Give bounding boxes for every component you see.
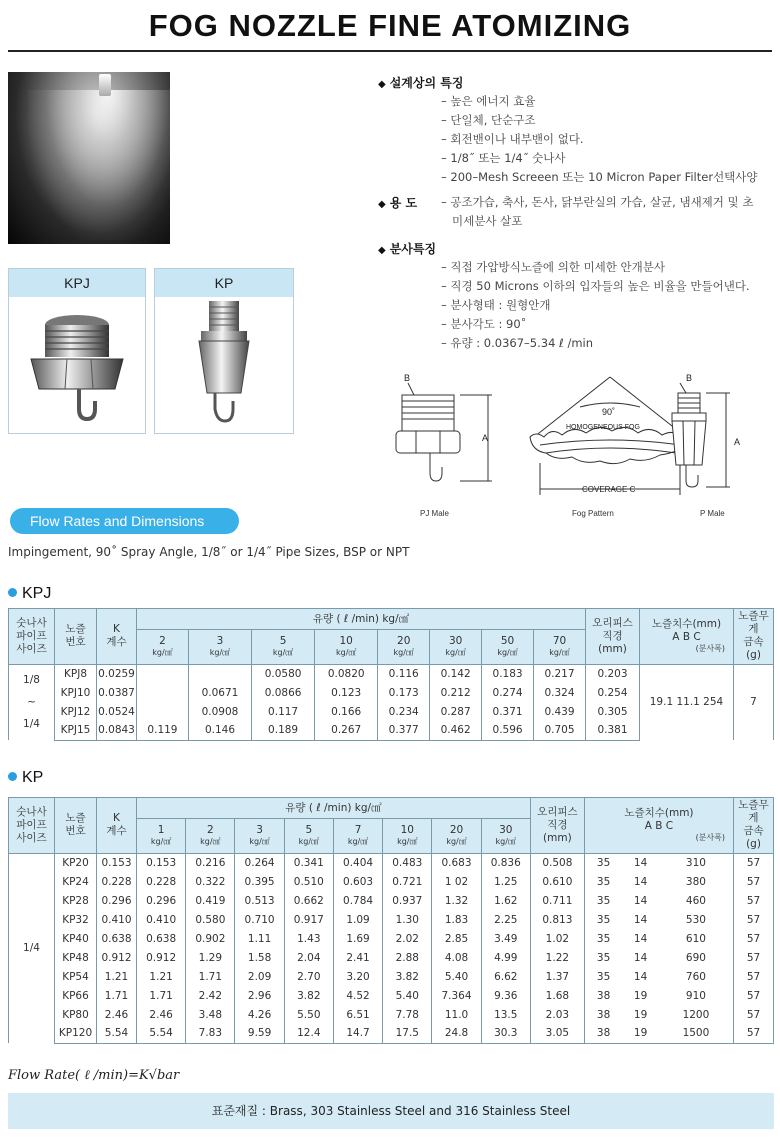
- dim-b-cell: 14: [633, 932, 648, 945]
- col-k: K 계수: [97, 798, 137, 854]
- col-nozzle-no: 노즐 번호: [55, 609, 97, 665]
- dim-a-cell: 38: [584, 986, 622, 1005]
- orifice-cell: 1.02: [530, 929, 584, 948]
- label-angle: 90˚: [602, 407, 616, 417]
- flow-cell: 0.287: [430, 702, 482, 721]
- size-cell: 1/4: [9, 853, 55, 1043]
- pressure-header: 20 kg/㎠: [432, 819, 481, 853]
- flow-cell: 0.395: [235, 872, 284, 891]
- dim-b-cell: 19: [633, 1008, 648, 1021]
- dim-a-cell: 35: [584, 948, 622, 967]
- design-features-heading: ◆ 설계상의 특징: [378, 76, 464, 90]
- table-row: [9, 664, 774, 683]
- flow-cell: 2.41: [333, 948, 382, 967]
- col-weight: 노즐무게 금속 (g): [734, 609, 774, 665]
- table-row: [9, 1005, 774, 1024]
- k-cell: 0.410: [97, 910, 137, 929]
- col-orifice: 오리피스 직경 (mm): [586, 609, 640, 665]
- flow-cell: 17.5: [383, 1024, 432, 1043]
- col-k: K 계수: [97, 609, 137, 665]
- design-feature-item: – 1/8˝ 또는 1/4˝ 숫나사: [441, 151, 566, 165]
- use-heading: ◆ 용 도: [378, 196, 418, 210]
- flow-cell: 6.51: [333, 1005, 382, 1024]
- flow-cell: 2.09: [235, 967, 284, 986]
- design-feature-item: – 회전밴이나 내부밴이 없다.: [441, 132, 584, 146]
- design-feature-item: – 200–Mesh Screeen 또는 10 Micron Paper Filter선택사양: [441, 170, 758, 184]
- flow-cell: [188, 664, 251, 683]
- flow-cell: 0.117: [252, 702, 315, 721]
- orifice-cell: 0.203: [586, 664, 640, 683]
- flow-cell: 0.513: [235, 891, 284, 910]
- flow-cell: 0.228: [137, 872, 186, 891]
- k-cell: 0.0259: [97, 664, 137, 683]
- flow-cell: 0.119: [137, 721, 189, 740]
- orifice-cell: 0.381: [586, 721, 640, 740]
- flow-cell: 0.146: [188, 721, 251, 740]
- kpj-table: [8, 608, 774, 741]
- flow-cell: 0.0820: [315, 664, 378, 683]
- flow-cell: 14.7: [333, 1024, 382, 1043]
- weight-cell: 57: [734, 929, 774, 948]
- kpj-section-title: KPJ: [8, 585, 51, 603]
- k-cell: 0.296: [97, 891, 137, 910]
- flow-cell: 0.153: [137, 853, 186, 872]
- pressure-header: 50 kg/㎠: [482, 630, 534, 664]
- dim-b-cell: 19: [622, 1024, 659, 1043]
- flow-cell: 7.78: [383, 1005, 432, 1024]
- flow-cell: 0.784: [333, 891, 382, 910]
- product-box-kp: [154, 268, 294, 434]
- flow-cell: 5.54: [137, 1024, 186, 1043]
- dim-a-cell: 35: [584, 910, 622, 929]
- k-cell: 0.912: [97, 948, 137, 967]
- caption-fog-pattern: Fog Pattern: [572, 509, 614, 518]
- pressure-header: 3 kg/㎠: [235, 819, 284, 853]
- flow-cell: 11.0: [432, 1005, 481, 1024]
- diamond-bullet-icon: ◆: [378, 199, 386, 210]
- pressure-header: 2 kg/㎠: [186, 819, 235, 853]
- dim-b-cell: 14: [633, 856, 648, 869]
- orifice-cell: 1.22: [530, 948, 584, 967]
- orifice-cell: 0.610: [530, 872, 584, 891]
- flow-cell: 2.42: [186, 986, 235, 1005]
- pressure-header: 30 kg/㎠: [481, 819, 530, 853]
- flow-cell: 2.46: [137, 1005, 186, 1024]
- k-cell: 0.638: [97, 929, 137, 948]
- flow-cell: 0.264: [235, 853, 284, 872]
- kp-table: [8, 797, 774, 1044]
- flow-cell: 2.70: [284, 967, 333, 986]
- flow-cell: 0.662: [284, 891, 333, 910]
- dim-a-cell: 35: [584, 853, 622, 872]
- diamond-bullet-icon: ◆: [378, 245, 386, 256]
- orifice-cell: 0.305: [586, 702, 640, 721]
- nozzle-no-cell: KPJ8: [55, 664, 97, 683]
- flow-cell: 0.902: [186, 929, 235, 948]
- k-cell: 1.21: [97, 967, 137, 986]
- label-homogeneous: HOMOGENEOUS FOG: [566, 424, 640, 431]
- weight-cell: 57: [734, 910, 774, 929]
- flow-cell: 1.09: [333, 910, 382, 929]
- flow-cell: 0.710: [235, 910, 284, 929]
- flow-cell: 3.20: [333, 967, 382, 986]
- flow-cell: 0.274: [482, 683, 534, 702]
- flow-cell: 0.0866: [252, 683, 315, 702]
- dim-b-cell: 14: [633, 875, 648, 888]
- nozzle-no-cell: KP32: [55, 910, 97, 929]
- label-coverage: COVERAGE C: [582, 485, 636, 494]
- orifice-cell: 1.68: [530, 986, 584, 1005]
- k-cell: 0.0843: [97, 721, 137, 740]
- flow-cell: 5.50: [284, 1005, 333, 1024]
- orifice-cell: 0.711: [530, 891, 584, 910]
- flow-cell: 0.836: [481, 853, 530, 872]
- flow-cell: 5.40: [383, 986, 432, 1005]
- dim-c-cell: 1500: [659, 1024, 734, 1043]
- flow-cell: 0.705: [534, 721, 586, 740]
- flow-formula: Flow Rate( ℓ /min)=K√bar: [8, 1068, 180, 1083]
- material-footer: 표준재질 : Brass, 303 Stainless Steel and 316 Stainless Steel: [8, 1093, 774, 1129]
- flow-cell: 13.5: [481, 1005, 530, 1024]
- flow-cell: 0.404: [333, 853, 382, 872]
- label-b-p: B: [686, 373, 693, 383]
- flow-cell: 1.25: [481, 872, 530, 891]
- flow-cell: 2.96: [235, 986, 284, 1005]
- flow-cell: 0.0908: [188, 702, 251, 721]
- table-row: [9, 948, 774, 967]
- design-feature-item: – 단일체, 단순구조: [441, 113, 536, 127]
- flow-cell: 0.683: [432, 853, 481, 872]
- flow-cell: 1.69: [333, 929, 382, 948]
- dim-c-cell: 690: [659, 948, 734, 967]
- col-dims: 노즐치수(mm) A B C (분사폭): [584, 798, 733, 854]
- dim-c-cell: 310: [659, 853, 734, 872]
- flow-cell: 0.212: [430, 683, 482, 702]
- impingement-text: Impingement, 90˚ Spray Angle, 1/8˝ or 1/4˝ Pipe Sizes, BSP or NPT: [8, 545, 410, 559]
- k-cell: 1.71: [97, 986, 137, 1005]
- flow-cell: 0.166: [315, 702, 378, 721]
- nozzle-no-cell: KP80: [55, 1005, 97, 1024]
- dim-a-cell: 35: [584, 891, 622, 910]
- flow-cell: 0.341: [284, 853, 333, 872]
- pressure-header: 7 kg/㎠: [333, 819, 382, 853]
- table-row: [9, 891, 774, 910]
- caption-pj-male: PJ Male: [420, 509, 449, 518]
- col-flow: 유량 ( ℓ /min) kg/㎠: [137, 609, 586, 630]
- orifice-cell: 3.05: [530, 1024, 584, 1043]
- flow-cell: 1.11: [235, 929, 284, 948]
- dim-a-cell: 38: [584, 1005, 622, 1024]
- spray-features-heading: ◆ 분사특징: [378, 242, 437, 256]
- weight-cell: 57: [734, 1005, 774, 1024]
- col-dims: 노즐치수(mm) A B C (분사폭): [640, 609, 734, 665]
- design-feature-item: – 높은 에너지 효율: [441, 94, 536, 108]
- flow-cell: 0.267: [315, 721, 378, 740]
- dim-b-cell: 19: [633, 989, 648, 1002]
- bullet-dot-icon: [8, 588, 17, 597]
- flow-cell: 1.71: [186, 967, 235, 986]
- table-row: [9, 872, 774, 891]
- flow-cell: 0.721: [383, 872, 432, 891]
- nozzle-no-cell: KPJ15: [55, 721, 97, 740]
- flow-rates-pill: Flow Rates and Dimensions: [10, 508, 239, 534]
- dims-cell: 19.1 11.1 254: [640, 664, 734, 740]
- page-title: FOG NOZZLE FINE ATOMIZING: [148, 8, 632, 43]
- flow-cell: 0.603: [333, 872, 382, 891]
- flow-cell: 2.02: [383, 929, 432, 948]
- flow-cell: 1.83: [432, 910, 481, 929]
- flow-cell: 0.217: [534, 664, 586, 683]
- col-nozzle-no: 노즐 번호: [55, 798, 97, 854]
- flow-cell: 0.462: [430, 721, 482, 740]
- orifice-cell: 0.508: [530, 853, 584, 872]
- spray-feature-item: – 직접 가압방식노즐에 의한 미세한 안개분사: [441, 260, 665, 274]
- flow-cell: 4.52: [333, 986, 382, 1005]
- col-flow: 유량 ( ℓ /min) kg/㎠: [137, 798, 531, 819]
- dim-c-cell: 910: [659, 986, 734, 1005]
- flow-cell: 1.32: [432, 891, 481, 910]
- flow-cell: 0.371: [482, 702, 534, 721]
- flow-cell: 1.62: [481, 891, 530, 910]
- kpj-nozzle-image: [9, 297, 145, 433]
- flow-cell: 0.189: [252, 721, 315, 740]
- flow-cell: 30.3: [481, 1024, 530, 1043]
- pressure-header: 30 kg/㎠: [430, 630, 482, 664]
- weight-cell: 7: [734, 664, 774, 740]
- kp-section-title: KP: [8, 769, 43, 787]
- weight-cell: 57: [734, 967, 774, 986]
- flow-cell: 0.410: [137, 910, 186, 929]
- dim-a-cell: 35: [584, 872, 622, 891]
- spray-feature-item: – 분사각도 : 90˚: [441, 317, 527, 331]
- label-a-pj: A: [482, 433, 489, 443]
- weight-cell: 57: [734, 891, 774, 910]
- flow-cell: 4.99: [481, 948, 530, 967]
- pressure-header: 20 kg/㎠: [378, 630, 430, 664]
- flow-cell: 6.62: [481, 967, 530, 986]
- flow-cell: 1.29: [186, 948, 235, 967]
- table-row: [9, 853, 774, 872]
- dim-a-cell: 38: [584, 1024, 622, 1043]
- table-row: [9, 910, 774, 929]
- flow-cell: 0.123: [315, 683, 378, 702]
- flow-cell: 3.48: [186, 1005, 235, 1024]
- weight-cell: 57: [734, 1024, 774, 1043]
- spray-photo: [8, 72, 170, 244]
- dim-b-cell: 14: [633, 894, 648, 907]
- flow-cell: 0.912: [137, 948, 186, 967]
- orifice-cell: 1.37: [530, 967, 584, 986]
- col-weight: 노즐무게 금속 (g): [734, 798, 774, 854]
- use-text-continued: 미세분사 살포: [452, 214, 523, 228]
- label-a-p: A: [734, 437, 741, 447]
- flow-cell: 0.419: [186, 891, 235, 910]
- flow-cell: 24.8: [432, 1024, 481, 1043]
- flow-cell: 7.83: [186, 1024, 235, 1043]
- flow-cell: 3.49: [481, 929, 530, 948]
- flow-cell: 0.510: [284, 872, 333, 891]
- pressure-header: 70 kg/㎠: [534, 630, 586, 664]
- table-row: [9, 967, 774, 986]
- flow-cell: 0.937: [383, 891, 432, 910]
- flow-cell: 1.43: [284, 929, 333, 948]
- flow-cell: 9.59: [235, 1024, 284, 1043]
- col-orifice: 오리피스 직경 (mm): [530, 798, 584, 854]
- nozzle-no-cell: KP48: [55, 948, 97, 967]
- dim-c-cell: 460: [659, 891, 734, 910]
- flow-cell: 9.36: [481, 986, 530, 1005]
- flow-cell: 4.08: [432, 948, 481, 967]
- flow-cell: 0.173: [378, 683, 430, 702]
- nozzle-no-cell: KP120: [55, 1024, 97, 1043]
- flow-cell: 0.142: [430, 664, 482, 683]
- flow-cell: 2.85: [432, 929, 481, 948]
- flow-cell: 4.26: [235, 1005, 284, 1024]
- orifice-cell: 2.03: [530, 1005, 584, 1024]
- flow-cell: [137, 702, 189, 721]
- nozzle-no-cell: KPJ12: [55, 702, 97, 721]
- dim-a-cell: 35: [584, 929, 622, 948]
- flow-cell: 5.40: [432, 967, 481, 986]
- caption-p-male: P Male: [700, 509, 725, 518]
- flow-cell: 0.324: [534, 683, 586, 702]
- dim-c-cell: 1200: [659, 1005, 734, 1024]
- k-cell: 0.228: [97, 872, 137, 891]
- table-row: [9, 1024, 774, 1043]
- flow-cell: 0.917: [284, 910, 333, 929]
- pressure-header: 5 kg/㎠: [252, 630, 315, 664]
- flow-cell: 1.58: [235, 948, 284, 967]
- dim-c-cell: 760: [659, 967, 734, 986]
- flow-cell: 7.364: [432, 986, 481, 1005]
- use-text: – 공조가습, 축사, 돈사, 닭부란실의 가습, 살균, 냄새제거 및 초: [441, 195, 754, 209]
- flow-cell: 12.4: [284, 1024, 333, 1043]
- title-divider: [8, 50, 772, 52]
- weight-cell: 57: [734, 872, 774, 891]
- col-size: 숫나사 파이프 사이즈: [9, 609, 55, 665]
- spray-feature-item: – 분사형태 : 원형안개: [441, 298, 551, 312]
- flow-cell: 0.234: [378, 702, 430, 721]
- flow-cell: 0.216: [186, 853, 235, 872]
- pressure-header: 10 kg/㎠: [315, 630, 378, 664]
- flow-cell: 2.25: [481, 910, 530, 929]
- flow-cell: 1.71: [137, 986, 186, 1005]
- flow-cell: 0.377: [378, 721, 430, 740]
- product-label-kp: KP: [155, 269, 293, 297]
- dimension-diagram: [380, 365, 772, 505]
- product-label-kpj: KPJ: [9, 269, 145, 297]
- pressure-header: 5 kg/㎠: [284, 819, 333, 853]
- flow-cell: 0.322: [186, 872, 235, 891]
- flow-cell: 1.21: [137, 967, 186, 986]
- dim-c-cell: 380: [659, 872, 734, 891]
- pressure-header: 10 kg/㎠: [383, 819, 432, 853]
- flow-cell: 1 02: [432, 872, 481, 891]
- k-cell: 0.153: [97, 853, 137, 872]
- flow-cell: [137, 683, 189, 702]
- nozzle-no-cell: KP24: [55, 872, 97, 891]
- weight-cell: 57: [734, 986, 774, 1005]
- flow-cell: 0.0580: [252, 664, 315, 683]
- dim-c-cell: 610: [659, 929, 734, 948]
- col-size: 숫나사 파이프 사이즈: [9, 798, 55, 854]
- flow-cell: 0.580: [186, 910, 235, 929]
- diamond-bullet-icon: ◆: [378, 79, 386, 90]
- flow-cell: 0.296: [137, 891, 186, 910]
- pressure-header: 3 kg/㎠: [188, 630, 251, 664]
- flow-cell: 0.116: [378, 664, 430, 683]
- size-cell: 1/8 ~ 1/4: [9, 664, 55, 740]
- k-cell: 2.46: [97, 1005, 137, 1024]
- nozzle-no-cell: KP20: [55, 853, 97, 872]
- flow-cell: 0.183: [482, 664, 534, 683]
- flow-cell: 0.483: [383, 853, 432, 872]
- spray-feature-item: – 유량 : 0.0367–5.34 ℓ /min: [441, 336, 594, 350]
- flow-cell: [137, 664, 189, 683]
- flow-cell: 1.30: [383, 910, 432, 929]
- flow-cell: 3.82: [383, 967, 432, 986]
- bullet-dot-icon: [8, 772, 17, 781]
- nozzle-no-cell: KPJ10: [55, 683, 97, 702]
- spray-feature-item: – 직경 50 Microns 이하의 입자들의 높은 비율을 만들어낸다.: [441, 279, 750, 293]
- nozzle-no-cell: KP54: [55, 967, 97, 986]
- k-cell: 0.0387: [97, 683, 137, 702]
- flow-cell: 0.596: [482, 721, 534, 740]
- nozzle-no-cell: KP66: [55, 986, 97, 1005]
- pressure-header: 1 kg/㎠: [137, 819, 186, 853]
- pressure-header: 2 kg/㎠: [137, 630, 189, 664]
- k-cell: 5.54: [97, 1024, 137, 1043]
- k-cell: 0.0524: [97, 702, 137, 721]
- flow-cell: 0.439: [534, 702, 586, 721]
- table-row: [9, 986, 774, 1005]
- label-b-pj: B: [404, 373, 411, 383]
- nozzle-no-cell: KP40: [55, 929, 97, 948]
- dim-a-cell: 35: [584, 967, 622, 986]
- dim-c-cell: 530: [659, 910, 734, 929]
- dim-b-cell: 14: [633, 913, 648, 926]
- kp-nozzle-image: [155, 297, 293, 433]
- dim-b-cell: 14: [633, 970, 648, 983]
- orifice-cell: 0.254: [586, 683, 640, 702]
- nozzle-no-cell: KP28: [55, 891, 97, 910]
- flow-cell: 2.88: [383, 948, 432, 967]
- dim-b-cell: 14: [633, 951, 648, 964]
- flow-cell: 0.0671: [188, 683, 251, 702]
- flow-cell: 3.82: [284, 986, 333, 1005]
- table-row: [9, 929, 774, 948]
- weight-cell: 57: [734, 948, 774, 967]
- weight-cell: 57: [734, 853, 774, 872]
- flow-cell: 0.638: [137, 929, 186, 948]
- product-box-kpj: [8, 268, 146, 434]
- orifice-cell: 0.813: [530, 910, 584, 929]
- flow-cell: 2.04: [284, 948, 333, 967]
